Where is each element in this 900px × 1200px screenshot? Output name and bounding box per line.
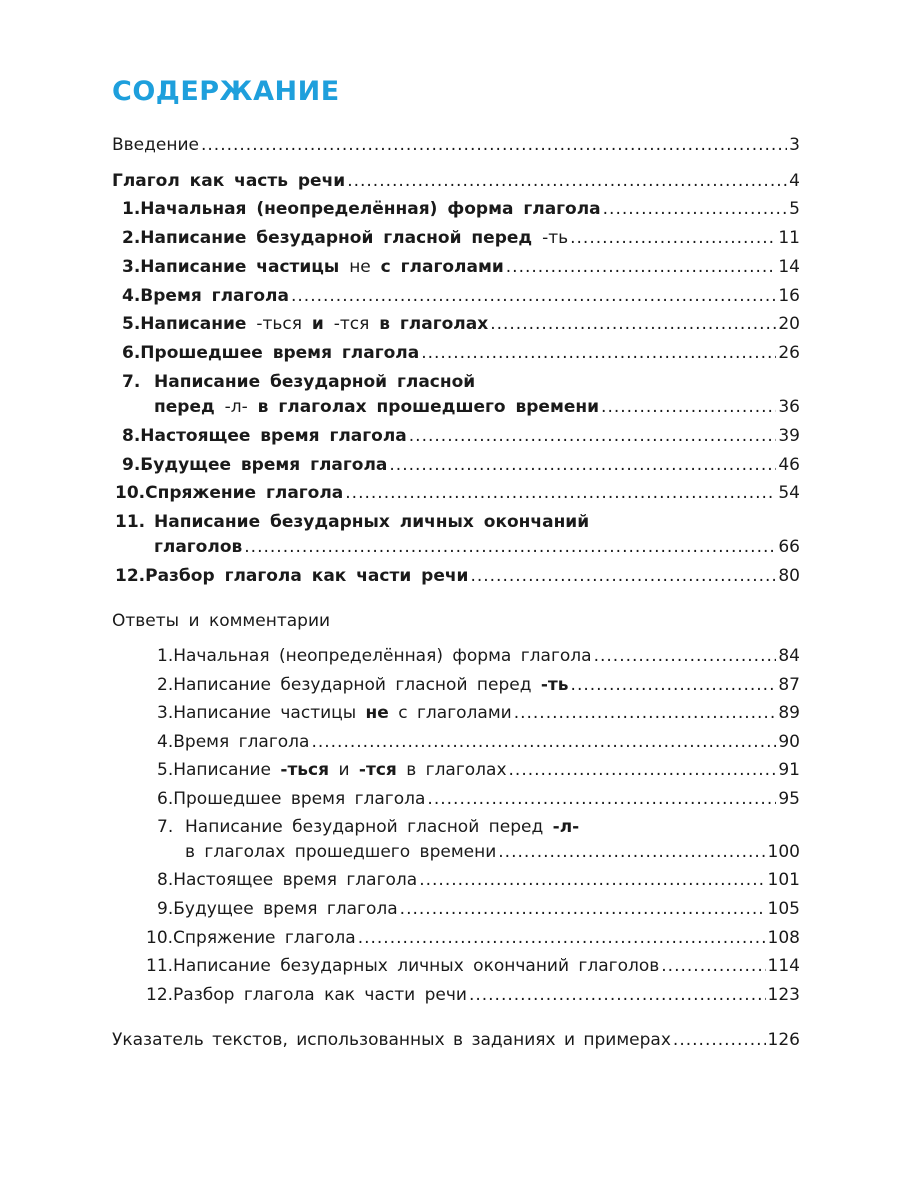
toc-page-number: 5 xyxy=(789,199,800,219)
toc-page-number: 95 xyxy=(778,789,800,809)
toc-page-number: 36 xyxy=(778,397,800,417)
toc-entry-chapter[interactable] xyxy=(122,256,800,278)
toc-chapter-number: 8. xyxy=(157,870,174,890)
toc-leader xyxy=(427,788,776,810)
toc-entry-chapter[interactable] xyxy=(154,396,800,418)
toc-entry-answer[interactable] xyxy=(157,869,800,891)
toc-entry-label: Написание частицы не с глаголами xyxy=(173,703,512,723)
toc-entry-chapter[interactable] xyxy=(122,313,800,335)
toc-entry-label: Написание безударной гласной перед -ть xyxy=(173,675,569,695)
toc-leader xyxy=(601,396,776,418)
toc-page-number: 20 xyxy=(778,314,800,334)
toc-page-number: 100 xyxy=(767,842,800,862)
toc-entry-label: глаголов xyxy=(154,537,243,557)
toc-entry-label: Глагол как часть речи xyxy=(112,171,346,191)
toc-leader xyxy=(470,565,776,587)
toc-chapter-number: 4. xyxy=(122,286,141,306)
toc-chapter-number: 6. xyxy=(157,789,174,809)
toc-page-number: 39 xyxy=(778,426,800,446)
toc-page-number: 114 xyxy=(767,956,800,976)
toc-chapter-number: 4. xyxy=(157,732,174,752)
toc-chapter-number: 10. xyxy=(146,928,174,948)
page-title: СОДЕРЖАНИЕ xyxy=(112,76,340,107)
toc-leader xyxy=(409,425,777,447)
toc-leader xyxy=(571,674,777,696)
toc-page-number: 3 xyxy=(789,135,800,155)
toc-entry-answer[interactable] xyxy=(157,702,800,724)
toc-chapter-number: 12. xyxy=(115,566,146,586)
toc-page-number: 11 xyxy=(778,228,800,248)
toc-entry-answer[interactable] xyxy=(157,788,800,810)
toc-leader xyxy=(490,313,776,335)
toc-entry-label: Настоящее время глагола xyxy=(173,870,418,890)
toc-leader xyxy=(469,984,766,1006)
toc-entry-label: Будущее время глагола xyxy=(140,455,388,475)
toc-entry-answer[interactable] xyxy=(157,731,800,753)
toc-entry-label: Будущее время глагола xyxy=(173,899,398,919)
toc-entry-chapter[interactable] xyxy=(122,454,800,476)
toc-chapter-number: 5. xyxy=(157,760,174,780)
toc-entry-label: Прошедшее время глагола xyxy=(140,343,420,363)
toc-chapter-number: 11. xyxy=(115,512,146,532)
toc-entry-label: Введение xyxy=(112,135,199,155)
toc-leader xyxy=(291,285,776,307)
toc-leader xyxy=(389,454,776,476)
toc-leader xyxy=(421,342,776,364)
toc-entry-answer[interactable] xyxy=(185,841,800,863)
toc-entry-chapter-line1 xyxy=(122,371,475,393)
toc-entry-label: Спряжение глагола xyxy=(173,928,356,948)
toc-leader xyxy=(419,869,765,891)
toc-entry-chapter[interactable] xyxy=(122,198,800,220)
toc-entry-label: перед -л- в глаголах прошедшего времени xyxy=(154,397,600,417)
toc-entry-label: Прошедшее время глагола xyxy=(173,789,426,809)
toc-leader xyxy=(673,1029,766,1051)
toc-chapter-number: 1. xyxy=(122,199,141,219)
toc-page-number: 89 xyxy=(778,703,800,723)
toc-entry-label: Написание частицы не с глаголами xyxy=(140,257,504,277)
toc-entry-label: Написание -ться и -тся в глаголах xyxy=(173,760,507,780)
toc-leader xyxy=(311,731,776,753)
toc-entry-label: Написание безударной гласной перед -ть xyxy=(140,228,569,248)
toc-entry-label: Написание безударной гласной xyxy=(154,372,476,392)
toc-entry-label: Написание безударной гласной перед xyxy=(185,817,553,837)
toc-chapter-number: 2. xyxy=(157,675,174,695)
toc-entry-label: Указатель текстов, использованных в заданиях и примерах xyxy=(112,1030,671,1050)
toc-chapter-number: 9. xyxy=(157,899,174,919)
toc-entry-chapter[interactable] xyxy=(122,425,800,447)
toc-leader xyxy=(509,759,777,781)
toc-page-number: 90 xyxy=(778,732,800,752)
toc-entry-label: Спряжение глагола xyxy=(145,483,344,503)
toc-entry-label: Написание безударных личных окончаний глаголов xyxy=(173,956,660,976)
toc-page-number: 101 xyxy=(767,870,800,890)
toc-leader xyxy=(506,256,777,278)
toc-leader xyxy=(570,227,776,249)
toc-page-number: 91 xyxy=(778,760,800,780)
toc-chapter-number: 6. xyxy=(122,343,141,363)
toc-entry-label: Время глагола xyxy=(140,286,289,306)
toc-entry-label: в глаголах прошедшего времени xyxy=(185,842,497,862)
toc-entry-label: Начальная (неопределённая) форма глагола xyxy=(173,646,592,666)
toc-entry-answer[interactable] xyxy=(157,759,800,781)
toc-leader xyxy=(358,927,766,949)
toc-leader xyxy=(661,955,765,977)
toc-page-number: 4 xyxy=(789,171,800,191)
toc-entry-label: Разбор глагола как части речи xyxy=(145,566,469,586)
toc-leader xyxy=(603,198,788,220)
toc-entry-label: Разбор глагола как части речи xyxy=(173,985,467,1005)
toc-page-number: 123 xyxy=(767,985,800,1005)
toc-chapter-number: 1. xyxy=(157,646,174,666)
toc-entry-index[interactable] xyxy=(112,1029,800,1051)
toc-entry-label: Написание безударных личных окончаний xyxy=(154,512,590,532)
toc-chapter-number: 10. xyxy=(115,483,146,503)
toc-page-number: 126 xyxy=(767,1030,800,1050)
toc-leader xyxy=(514,702,777,724)
toc-entry-chapter[interactable] xyxy=(122,342,800,364)
toc-page-number: 14 xyxy=(778,257,800,277)
toc-entry-intro[interactable] xyxy=(112,134,800,156)
toc-entry-answer[interactable] xyxy=(146,955,800,977)
toc-page-number: 108 xyxy=(767,928,800,948)
toc-page-number: 26 xyxy=(778,343,800,363)
toc-entry-chapter[interactable] xyxy=(122,227,800,249)
toc-entry-answer[interactable] xyxy=(157,645,800,667)
toc-entry-answer[interactable] xyxy=(146,984,800,1006)
toc-entry-part[interactable] xyxy=(112,170,800,192)
toc-leader xyxy=(201,134,787,156)
toc-chapter-number: 9. xyxy=(122,455,141,475)
toc-chapter-number: 8. xyxy=(122,426,141,446)
toc-entry-chapter[interactable] xyxy=(115,565,800,587)
toc-page-number: 54 xyxy=(778,483,800,503)
toc-leader xyxy=(498,841,765,863)
toc-page-number: 87 xyxy=(778,675,800,695)
toc-chapter-number: 7. xyxy=(122,372,141,392)
toc-entry-answer[interactable] xyxy=(157,898,800,920)
toc-leader xyxy=(244,536,776,558)
toc-entry-chapter[interactable] xyxy=(115,482,800,504)
toc-entry-label: Время глагола xyxy=(173,732,310,752)
toc-chapter-number: 11. xyxy=(146,956,174,976)
toc-entry-answer[interactable] xyxy=(157,674,800,696)
toc-page-number: 16 xyxy=(778,286,800,306)
toc-chapter-number: 3. xyxy=(122,257,141,277)
toc-page-number: 84 xyxy=(778,646,800,666)
toc-chapter-number: 2. xyxy=(122,228,141,248)
toc-leader xyxy=(400,898,766,920)
toc-page-number: 66 xyxy=(778,537,800,557)
toc-entry-chapter-line1 xyxy=(115,511,589,533)
toc-leader xyxy=(347,170,787,192)
answers-heading: Ответы и комментарии xyxy=(112,611,331,631)
toc-leader xyxy=(594,645,777,667)
toc-page-number: 105 xyxy=(767,899,800,919)
toc-entry-answer-line1: 7. Написание безударной гласной перед -л- xyxy=(157,817,580,837)
toc-chapter-number: 5. xyxy=(122,314,141,334)
toc-chapter-number: 12. xyxy=(146,985,174,1005)
toc-chapter-number: 7. xyxy=(157,817,174,837)
toc-entry-label: Написание -ться и -тся в глаголах xyxy=(140,314,489,334)
toc-entry-chapter[interactable] xyxy=(154,536,800,558)
toc-page-number: 80 xyxy=(778,566,800,586)
toc-entry-answer[interactable] xyxy=(146,927,800,949)
toc-leader xyxy=(345,482,776,504)
toc-entry-label: Начальная (неопределённая) форма глагола xyxy=(140,199,601,219)
toc-entry-chapter[interactable] xyxy=(122,285,800,307)
toc-entry-label: Настоящее время глагола xyxy=(140,426,407,446)
toc-page-number: 46 xyxy=(778,455,800,475)
toc-chapter-number: 3. xyxy=(157,703,174,723)
